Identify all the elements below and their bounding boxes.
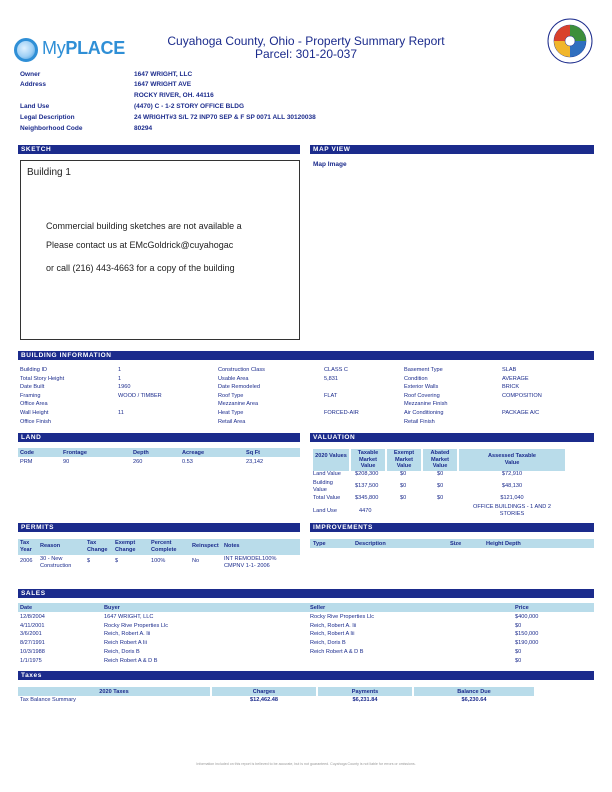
valuation-col-exempt: Exempt Market Value xyxy=(393,450,415,469)
tax-payments: $6,231.84 xyxy=(352,697,378,703)
building-field-label: Construction Class xyxy=(218,367,265,373)
neighborhood-code-value: 80294 xyxy=(134,125,153,132)
permits-col-exempt-change: Exempt Change xyxy=(115,540,136,553)
building-field-label: Office Area xyxy=(20,401,48,408)
permit-reinspect: No xyxy=(192,558,200,564)
improvements-col-type: Type xyxy=(313,540,326,547)
tax-balance-summary-label: Tax Balance Summary xyxy=(20,697,76,703)
valuation-land-taxable: $208,300 xyxy=(355,471,379,477)
valuation-col-abated: Abated Market Value xyxy=(430,450,450,469)
building-field-label: Mezzanine Area xyxy=(218,401,259,408)
building-field-label: Office Finish xyxy=(20,418,51,425)
sales-cell: $190,000 xyxy=(515,640,539,647)
land-code: PRM xyxy=(20,459,33,465)
legal-description-label: Legal Description xyxy=(20,114,75,121)
valuation-land-use-desc-2: STORIES xyxy=(499,511,525,517)
building-field-value: SLAB xyxy=(502,367,517,373)
sketch-note-line-2: Please contact us at EMcGoldrick@cuyahogac xyxy=(46,240,234,250)
valuation-land-exempt: $0 xyxy=(400,471,407,477)
building-field-value: BRICK xyxy=(502,384,520,391)
sales-cell: $400,000 xyxy=(515,614,539,620)
sales-cell: Rocky Rive Properties Llc xyxy=(310,614,375,620)
sales-cell: 8/27/1991 xyxy=(20,640,45,647)
building-field-label: Retail Area xyxy=(218,418,246,425)
valuation-row-total-label: Total Value xyxy=(313,495,341,501)
valuation-land-assessed: $72,910 xyxy=(501,471,523,477)
improvements-col-height-depth: Height Depth xyxy=(486,540,521,547)
building-field-label: Roof Type xyxy=(218,392,244,399)
permits-col-percent-complete: Percent Complete xyxy=(151,540,177,553)
address-line-2: ROCKY RIVER, OH. 44116 xyxy=(134,92,214,99)
building-field-label: Condition xyxy=(404,375,428,382)
valuation-total-abated: $0 xyxy=(437,495,444,501)
valuation-col-taxable: Taxable Market Value xyxy=(357,450,379,469)
building-field-value: 1960 xyxy=(118,384,131,391)
permit-tax-change: $ xyxy=(87,558,91,564)
building-field-value: 1 xyxy=(118,367,122,373)
legal-description-value: 24 WRIGHT#3 S/L 72 INP70 SEP & F SP 0071 ALL 30120038 xyxy=(134,114,316,121)
sales-cell: Reich, Doris B xyxy=(104,648,140,655)
building-field-value: AVERAGE xyxy=(502,375,529,382)
sales-cell: 4/11/2001 xyxy=(20,622,45,629)
map-image-placeholder: Map Image xyxy=(313,161,347,168)
myplace-logo xyxy=(14,36,124,64)
report-title: Cuyahoga County, Ohio - Property Summary Report xyxy=(167,34,445,48)
valuation-land-abated: $0 xyxy=(437,471,444,477)
permit-exempt-change: $ xyxy=(115,558,119,564)
land-frontage: 90 xyxy=(63,459,70,465)
improvements-col-description: Description xyxy=(355,540,386,547)
land-use-value: (4470) C - 1-2 STORY OFFICE BLDG xyxy=(134,103,245,110)
permit-reason: 30 - New Construction xyxy=(40,556,72,569)
land-depth: 260 xyxy=(133,459,143,465)
building-field-label: Basement Type xyxy=(404,367,443,373)
permits-col-tax-year: Tax Year xyxy=(20,540,32,553)
sales-col-date: Date xyxy=(20,604,33,611)
building-field-value: FLAT xyxy=(324,392,338,399)
building-field-label: Mezzanine Finish xyxy=(404,401,448,408)
permits-col-reason: Reason xyxy=(40,543,61,549)
taxes-col-2020: 2020 Taxes xyxy=(99,688,129,695)
neighborhood-code-label: Neighborhood Code xyxy=(20,125,83,132)
sales-cell: $0 xyxy=(515,648,522,655)
building-field-value: WOOD / TIMBER xyxy=(118,392,162,399)
building-field-label: Framing xyxy=(20,392,41,399)
permit-notes: INT REMODEL100% CMPNV 1-1- 2006 xyxy=(224,556,277,569)
sales-cell: $0 xyxy=(515,657,522,664)
sales-cell: Reich Robert A & D B xyxy=(310,648,364,655)
valuation-col-2020-values: 2020 Values xyxy=(315,453,347,459)
owner-label: Owner xyxy=(20,71,41,78)
sales-cell: 1/1/1975 xyxy=(20,657,42,664)
building-field-label: Heat Type xyxy=(218,410,244,416)
valuation-land-use-code: 4470 xyxy=(359,508,372,514)
building-field-label: Roof Covering xyxy=(404,392,440,399)
valuation-building-assessed: $48,130 xyxy=(501,483,523,489)
sketch-panel xyxy=(20,160,300,340)
sales-cell: 12/8/2004 xyxy=(20,614,45,620)
permit-percent-complete: 100% xyxy=(151,558,166,564)
building-field-label: Building ID xyxy=(20,367,48,373)
disclaimer-footer: Information included on this report is believed to be accurate, but is not guaranteed. Cuyahoga County is not liable for errors or omissions. xyxy=(196,762,416,766)
sales-col-price: Price xyxy=(515,604,529,611)
taxes-col-charges: Charges xyxy=(252,688,276,695)
sales-cell: Reich Robert A Iii xyxy=(104,640,147,647)
building-field-label: Date Built xyxy=(20,384,45,391)
valuation-land-use-desc-1: OFFICE BUILDINGS - 1 AND 2 xyxy=(472,504,552,510)
map-view-section-header: MAP VIEW xyxy=(310,145,594,154)
sales-cell: Reich Robert A & D B xyxy=(104,657,158,664)
sales-cell: 3/6/2001 xyxy=(20,631,42,638)
land-section-header: LAND xyxy=(18,433,300,442)
land-use-label: Land Use xyxy=(20,103,50,110)
permits-section-header: PERMITS xyxy=(18,523,300,532)
sales-cell: $0 xyxy=(515,622,522,629)
sales-cell: $150,000 xyxy=(515,631,539,638)
sales-cell: Reich, Robert A. Iii xyxy=(104,631,151,638)
valuation-building-taxable: $137,500 xyxy=(355,483,379,489)
valuation-building-exempt: $0 xyxy=(400,483,407,489)
county-seal-icon xyxy=(547,18,593,64)
address-line-1: 1647 WRIGHT AVE xyxy=(134,81,192,88)
owner-value: 1647 WRIGHT, LLC xyxy=(134,71,193,78)
land-col-acreage: Acreage xyxy=(182,449,205,456)
permits-col-tax-change: Tax Change xyxy=(87,540,108,553)
building-field-value: PACKAGE A/C xyxy=(502,410,540,416)
sales-cell: 10/3/1988 xyxy=(20,648,45,655)
sales-cell: Reich, Doris B xyxy=(310,640,346,647)
building-field-label: Usable Area xyxy=(218,375,249,382)
sales-col-buyer: Buyer xyxy=(104,604,120,611)
building-field-label: Air Conditioning xyxy=(404,410,444,416)
land-acreage: 0.53 xyxy=(182,459,193,465)
tax-charges: $12,462.48 xyxy=(250,697,278,703)
building-field-label: Wall Height xyxy=(20,410,49,416)
building-field-label: Retail Finish xyxy=(404,418,435,425)
valuation-total-taxable: $345,800 xyxy=(355,495,379,501)
valuation-row-land-label: Land Value xyxy=(313,471,341,477)
permits-col-notes: Notes xyxy=(224,543,240,549)
improvements-col-size: Size xyxy=(450,540,462,547)
permit-tax-year: 2006 xyxy=(20,558,33,564)
building-field-value: 5,831 xyxy=(324,375,338,382)
valuation-row-building-label: Building Value xyxy=(313,480,333,493)
land-col-frontage: Frontage xyxy=(63,449,87,456)
land-col-depth: Depth xyxy=(133,449,149,456)
building-field-value: 1 xyxy=(118,375,122,382)
sales-col-seller: Seller xyxy=(310,604,326,611)
logo-text: MyPLACE xyxy=(42,38,125,58)
taxes-col-payments: Payments xyxy=(351,688,379,695)
building-field-label: Total Story Height xyxy=(20,375,65,382)
valuation-land-use-label: Land Use xyxy=(313,508,337,514)
valuation-total-assessed: $121,040 xyxy=(500,495,524,501)
building-field-value: 11 xyxy=(118,410,124,416)
sketch-section-header: SKETCH xyxy=(18,145,300,154)
building-field-value: FORCED-AIR xyxy=(324,410,359,416)
address-label: Address xyxy=(20,81,47,88)
valuation-building-abated: $0 xyxy=(437,483,444,489)
building-field-label: Exterior Walls xyxy=(404,384,439,391)
building-field-value: CLASS C xyxy=(324,367,348,373)
sales-cell: Reich, Robert A. Iii xyxy=(310,622,357,629)
magnifier-globe-icon xyxy=(14,38,38,62)
sales-cell: Reich, Robert A Iii xyxy=(310,631,355,638)
tax-balance-due: $6,230.64 xyxy=(461,697,487,703)
permits-col-reinspect: Reinspect xyxy=(192,543,219,549)
sketch-note-line-3: or call (216) 443-4663 for a copy of the building xyxy=(46,263,235,273)
building-information-header: BUILDING INFORMATION xyxy=(18,351,594,360)
parcel-number: Parcel: 301-20-037 xyxy=(254,47,358,61)
improvements-section-header: IMPROVEMENTS xyxy=(310,523,594,532)
sales-section-header: SALES xyxy=(18,589,594,598)
taxes-section-header: Taxes xyxy=(18,671,594,680)
valuation-total-exempt: $0 xyxy=(400,495,407,501)
taxes-col-balance-due: Balance Due xyxy=(457,688,491,695)
sketch-note-line-1: Commercial building sketches are not available a xyxy=(46,221,242,231)
valuation-section-header: VALUATION xyxy=(310,433,594,442)
valuation-col-assessed: Assessed Taxable Value xyxy=(487,453,537,466)
building-field-value: COMPOSITION xyxy=(502,392,542,399)
sketch-building-title: Building 1 xyxy=(27,167,71,178)
land-col-code: Code xyxy=(20,449,34,456)
sales-cell: 1647 WRIGHT, LLC xyxy=(104,614,154,620)
building-field-label: Date Remodeled xyxy=(218,384,260,391)
sales-cell: Rocky Rive Properties Llc xyxy=(104,622,169,629)
land-col-sqft: Sq Ft xyxy=(246,449,260,456)
land-sqft: 23,142 xyxy=(246,459,264,465)
